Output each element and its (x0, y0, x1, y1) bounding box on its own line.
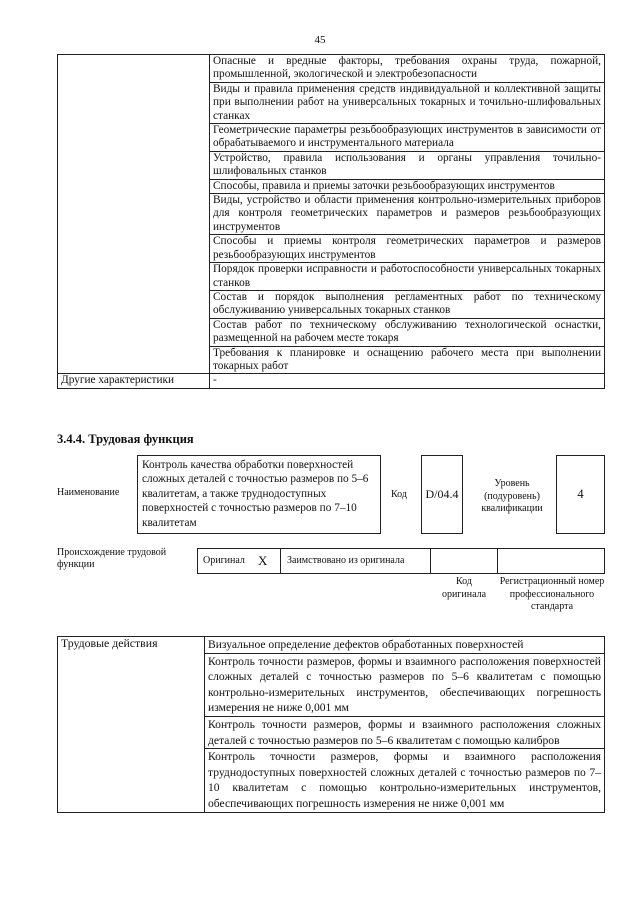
original-label: Оригинал (203, 555, 245, 566)
registration-number-caption: Регистрационный номер профессионального стандарта (499, 576, 605, 612)
knowledge-item: Порядок проверки исправности и работоспособности универсальных токарных станков (210, 263, 605, 291)
registration-number-cell (497, 548, 605, 574)
table-row (58, 374, 605, 388)
knowledge-item: Способы, правила и приемы заточки резьбообразующих инструментов (210, 179, 605, 193)
labor-action-item: Визуальное определение дефектов обработанных поверхностей (205, 637, 605, 654)
table-row (58, 55, 605, 83)
other-characteristics-value: - (210, 374, 605, 388)
level-value: 4 (577, 487, 584, 501)
labor-action-item: Контроль точности размеров, формы и взаимного расположения труднодоступных поверхностей сложных деталей с точностью размеров по 7–10 квалитетам с помощью контрольно-измерительных инструментов, обеспечивающих погрешность измерения не ниже 0,001 мм (205, 749, 605, 812)
labor-action-item: Контроль точности размеров, формы и взаимного расположения поверхностей сложных деталей с точностью размеров по 5–6 квалитетам с помощью контрольно-измерительных инструментов, обеспечивающих погрешность измерения не ниже 0,001 мм (205, 653, 605, 716)
name-label: Наименование (57, 487, 120, 498)
knowledge-item: Геометрические параметры резьбообразующих инструментов в зависимости от обрабатываемого и инструментального материала (210, 124, 605, 152)
original-code-cell (430, 548, 498, 574)
original-cell (197, 548, 281, 574)
labor-action-item: Контроль точности размеров, формы и взаимного расположения сложных деталей с точностью размеров по 5–6 квалитетам с помощью калибров (205, 716, 605, 748)
code-label: Код (391, 489, 407, 500)
code-value: D/04.4 (425, 487, 459, 501)
labor-actions-table (57, 636, 605, 813)
knowledge-item: Опасные и вредные факторы, требования охраны труда, пожарной, промышленной, экологической и электробезопасности (210, 55, 605, 83)
level-box (556, 455, 605, 534)
knowledge-table (57, 54, 605, 389)
table-row (58, 637, 605, 654)
knowledge-item: Виды, устройство и области применения контрольно-измерительных приборов для контроля геометрических параметров и размеров резьбообразующих инструментов (210, 194, 605, 235)
knowledge-item: Способы и приемы контроля геометрических параметров и размеров резьбообразующих инструментов (210, 235, 605, 263)
code-box (421, 455, 463, 534)
knowledge-item: Виды и правила применения средств индивидуальной и коллективной защиты при выполнении работ на универсальных токарных и точильно-шлифовальных станках (210, 82, 605, 123)
knowledge-item: Состав работ по техническому обслуживанию технологической оснастки, размещенной на рабочем месте токаря (210, 318, 605, 346)
knowledge-item: Требования к планировке и оснащению рабочего места при выполнении токарных работ (210, 346, 605, 374)
borrowed-cell (280, 548, 431, 574)
function-name: Контроль качества обработки поверхностей сложных деталей с точностью размеров по 5–6 квалитетам, а также труднодоступных поверхностей с точностью размеров по 7–10 квалитетам (142, 459, 369, 529)
page-number: 45 (314, 34, 326, 46)
knowledge-item: Состав и порядок выполнения регламентных работ по техническому обслуживанию универсальных токарных станков (210, 290, 605, 318)
original-mark: X (258, 553, 268, 568)
section-heading: 3.4.4. Трудовая функция (57, 432, 194, 446)
original-code-caption: Код оригинала (441, 576, 487, 600)
knowledge-item: Устройство, правила использования и органы управления точильно-шлифовальных станков (210, 151, 605, 179)
empty-label-cell (58, 55, 210, 374)
labor-actions-label: Трудовые действия (58, 637, 205, 813)
borrowed-label: Заимствовано из оригинала (287, 555, 405, 566)
other-characteristics-label: Другие характеристики (58, 374, 210, 388)
function-name-box (137, 455, 381, 534)
level-label: Уровень (подуровень) квалификации (481, 478, 543, 514)
origin-label: Происхождение трудовой функции (57, 547, 167, 570)
